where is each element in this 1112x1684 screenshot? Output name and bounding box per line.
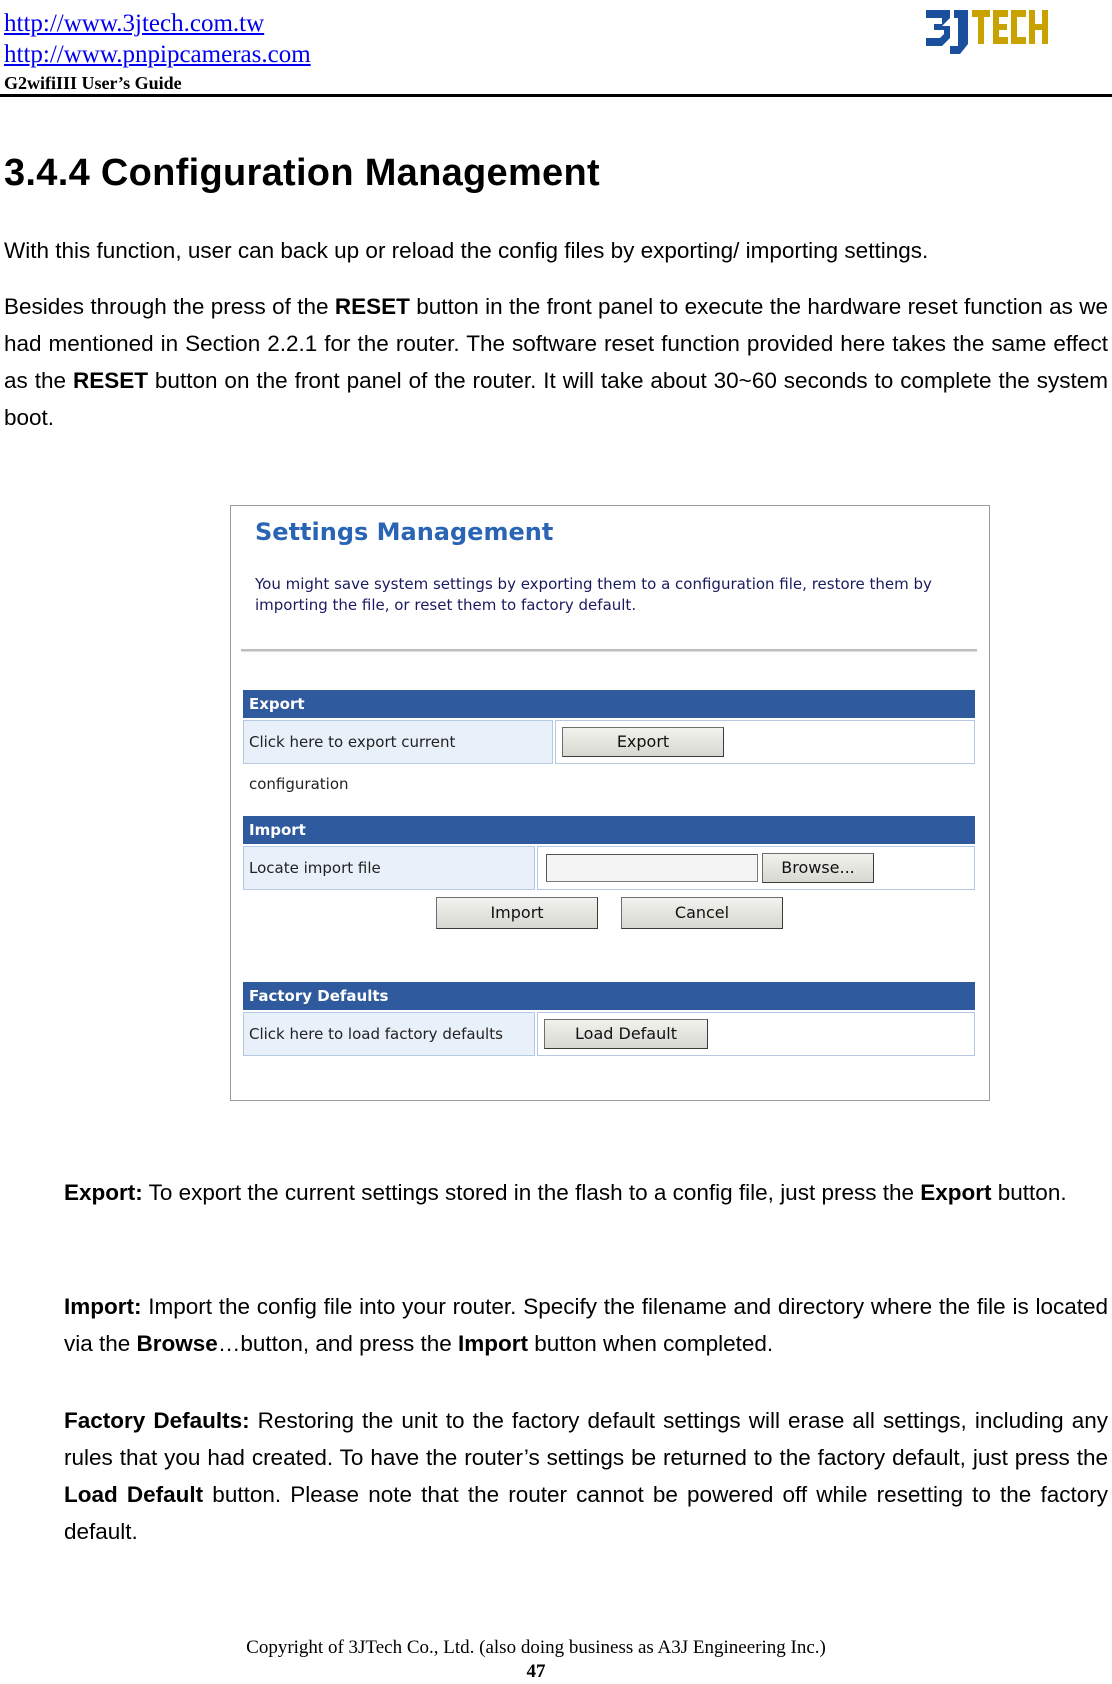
divider bbox=[241, 649, 977, 652]
factory-defaults-label: Click here to load factory defaults bbox=[243, 1012, 535, 1056]
import-cell bbox=[537, 846, 975, 890]
link-pnpipcameras[interactable]: http://www.pnpipcameras.com bbox=[4, 41, 311, 68]
settings-management-screenshot bbox=[230, 505, 990, 1101]
export-row bbox=[243, 720, 975, 793]
factory-defaults-row bbox=[243, 1012, 975, 1056]
section-title: 3.4.4 Configuration Management bbox=[4, 152, 600, 194]
import-description: Import: Import the config file into your router. Specify the filename and directory where the file is located via the Browse…button, and press the Import button when completed. bbox=[64, 1294, 1108, 1356]
import-file-input[interactable] bbox=[546, 854, 758, 882]
copyright-text: Copyright of 3JTech Co., Ltd. (also doing business as A3J Engineering Inc.) bbox=[246, 1637, 826, 1658]
settings-title: Settings Management bbox=[255, 518, 554, 546]
import-label: Locate import file bbox=[243, 846, 535, 890]
header-rule bbox=[0, 94, 1112, 97]
export-label: Click here to export current configuration bbox=[243, 720, 553, 764]
export-header: Export bbox=[243, 690, 975, 718]
reset-term: RESET bbox=[72, 368, 148, 393]
export-term: Export: bbox=[64, 1180, 143, 1205]
import-row bbox=[243, 846, 975, 890]
export-cell bbox=[555, 720, 975, 764]
reset-term: RESET bbox=[334, 294, 410, 319]
link-3jtech[interactable]: http://www.3jtech.com.tw bbox=[4, 10, 265, 37]
intro-paragraph: With this function, user can back up or reload the config files by exporting/ importing settings. bbox=[4, 238, 929, 263]
reset-paragraph: Besides through the press of the RESET button in the front panel to execute the hardware reset function as we had mentioned in Section 2.2.1 for the router. The software reset function provided here takes the same effect as the RESET button on the front panel of the router. It will take about 30~60 seconds to complete the system boot. bbox=[4, 294, 1109, 430]
factory-defaults-description: Factory Defaults: Restoring the unit to the factory default settings will erase all settings, including any rules that you had created. To have the router’s settings be returned to the factory default, just press the Load Default button. Please note that the router cannot be powered off while resetting to the factory default. bbox=[64, 1408, 1108, 1544]
factory-defaults-header: Factory Defaults bbox=[243, 982, 975, 1010]
factory-defaults-cell bbox=[537, 1012, 975, 1056]
cancel-button[interactable]: Cancel bbox=[621, 897, 783, 929]
settings-description: You might save system settings by exporting them to a configuration file, restore them by importing the file, or reset them to factory default. bbox=[255, 575, 932, 614]
export-description: Export: To export the current settings stored in the flash to a config file, just press the Export button. bbox=[64, 1180, 1067, 1205]
page-number: 47 bbox=[526, 1661, 546, 1682]
page-header bbox=[4, 8, 311, 94]
load-default-button[interactable]: Load Default bbox=[544, 1019, 708, 1049]
import-term: Import: bbox=[64, 1294, 142, 1319]
browse-button[interactable]: Browse... bbox=[762, 853, 874, 883]
import-header: Import bbox=[243, 816, 975, 844]
import-button[interactable]: Import bbox=[436, 897, 598, 929]
export-button[interactable]: Export bbox=[562, 727, 724, 757]
page-footer bbox=[0, 1636, 1072, 1684]
3jtech-logo bbox=[922, 4, 1058, 60]
guide-title: G2wifiIII User’s Guide bbox=[4, 73, 182, 93]
factory-defaults-term: Factory Defaults: bbox=[64, 1408, 250, 1433]
